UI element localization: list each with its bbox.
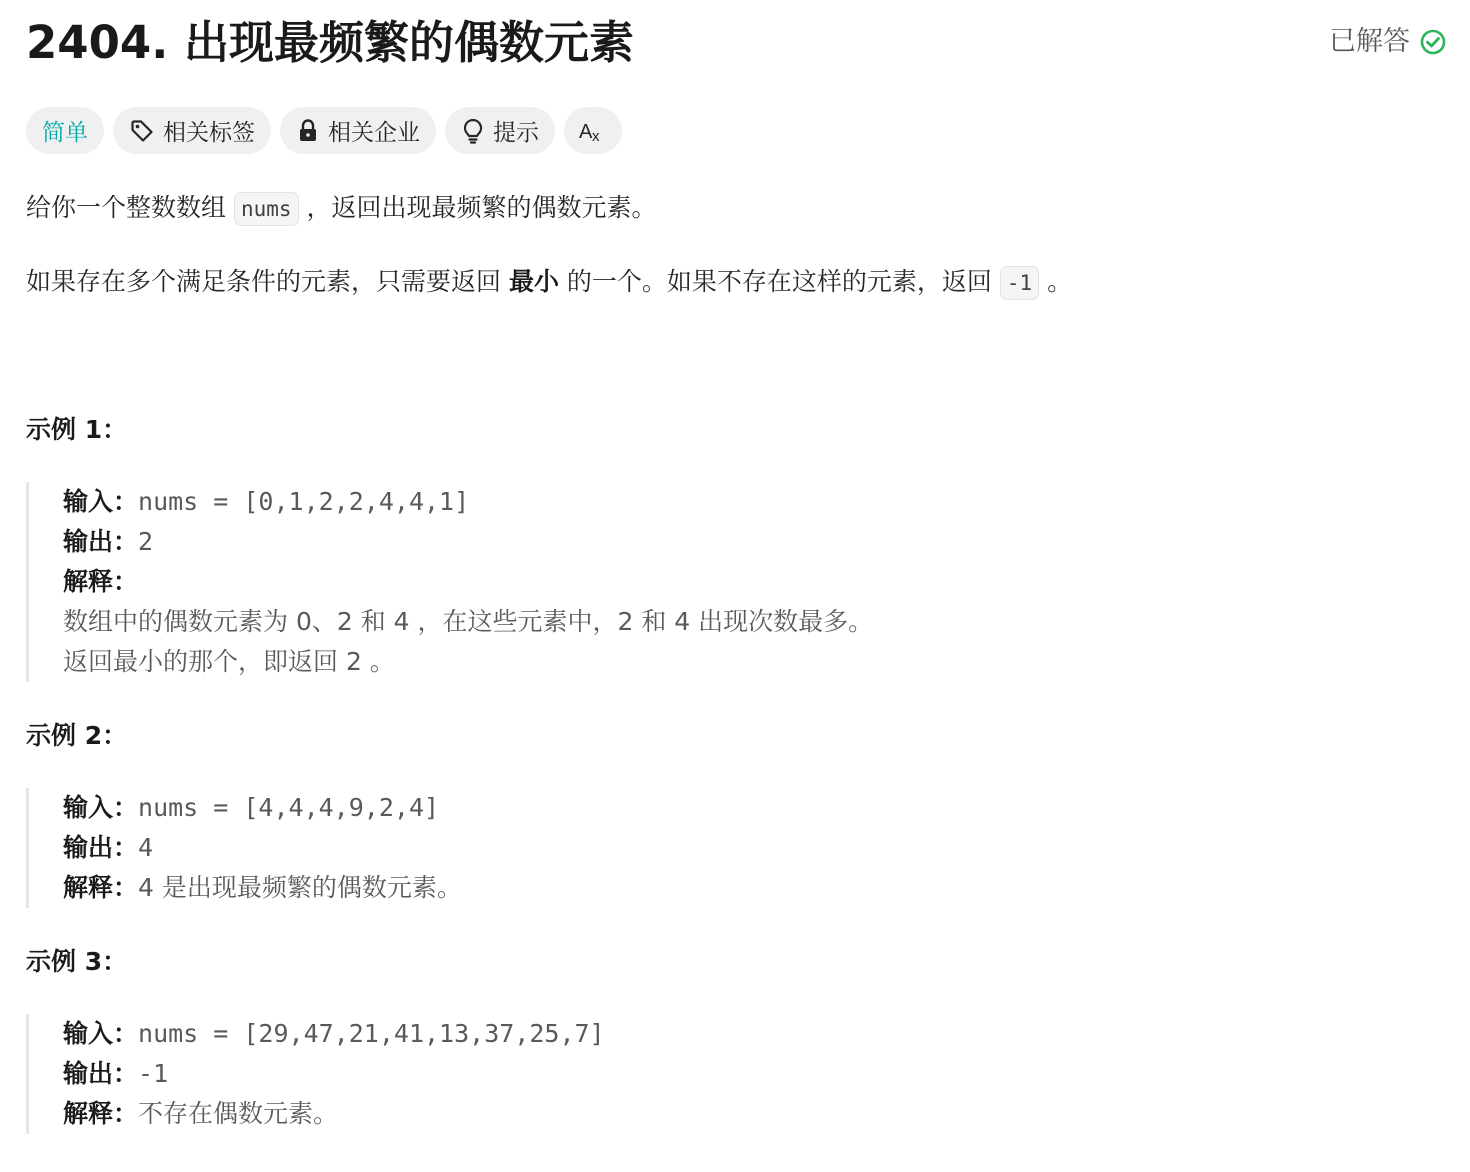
example-output-line — [63, 1054, 1326, 1094]
related-tags-button[interactable] — [113, 107, 271, 154]
tag-icon — [129, 118, 155, 144]
explanation-label: 解释： — [63, 873, 139, 902]
example-2-block — [26, 788, 1326, 908]
input-label: 输入： — [63, 487, 139, 516]
description-text: 。 — [1039, 267, 1073, 296]
solved-status — [1329, 22, 1446, 62]
svg-text:x: x — [592, 127, 600, 145]
output-label: 输出： — [63, 527, 139, 556]
input-label: 输入： — [63, 793, 139, 822]
example-3-title: 示例 3： — [26, 947, 128, 976]
input-label: 输入： — [63, 1019, 139, 1048]
example-explanation-line — [63, 1094, 1326, 1134]
input-value: nums = [29,47,21,41,13,37,25,7] — [138, 1019, 605, 1048]
explanation-label: 解释： — [63, 1099, 139, 1128]
solved-status-label: 已解答 — [1329, 26, 1410, 57]
related-companies-button[interactable] — [280, 107, 436, 154]
lightbulb-icon — [461, 117, 485, 145]
output-label: 输出： — [63, 833, 139, 862]
example-input-line — [63, 1014, 1326, 1054]
description-paragraph-1 — [26, 188, 1446, 229]
output-label: 输出： — [63, 1059, 139, 1088]
problem-tags-row — [26, 107, 622, 154]
check-circle-icon — [1420, 29, 1446, 55]
explanation-text: 数组中的偶数元素为 0、2 和 4 ，在这些元素中，2 和 4 出现次数最多。 — [63, 607, 874, 636]
example-input-line — [63, 482, 1326, 522]
example-2-title: 示例 2： — [26, 721, 128, 750]
inline-code-nums: nums — [234, 192, 299, 226]
related-tags-label: 相关标签 — [163, 120, 255, 146]
description-text: 给你一个整数数组 — [26, 193, 234, 222]
output-value: 4 — [138, 833, 154, 862]
description-text: 如果存在多个满足条件的元素，只需要返回 — [26, 267, 509, 296]
inline-code-minus-one: -1 — [1000, 266, 1039, 300]
lock-icon — [296, 118, 320, 144]
hint-label: 提示 — [493, 120, 539, 146]
explanation-text: 不存在偶数元素。 — [138, 1099, 339, 1128]
translate-button[interactable] — [564, 107, 622, 154]
explanation-label: 解释： — [63, 567, 139, 596]
description-paragraph-2 — [26, 262, 1446, 303]
output-value: -1 — [138, 1059, 169, 1088]
explanation-text: 返回最小的那个，即返回 2 。 — [63, 647, 395, 676]
example-explanation-line — [63, 562, 1326, 602]
difficulty-badge — [26, 107, 104, 154]
input-value: nums = [4,4,4,9,2,4] — [138, 793, 440, 822]
related-companies-label: 相关企业 — [328, 120, 420, 146]
svg-text:A: A — [579, 120, 593, 143]
example-1-title: 示例 1： — [26, 415, 128, 444]
example-explanation-line — [63, 868, 1326, 908]
description-text: ，返回出现最频繁的偶数元素。 — [298, 193, 657, 222]
bold-text: 最小 — [508, 267, 559, 296]
explanation-text: 4 是出现最频繁的偶数元素。 — [138, 873, 462, 902]
translate-icon — [578, 117, 608, 145]
output-value: 2 — [138, 527, 154, 556]
example-1-block — [26, 482, 1326, 682]
example-input-line — [63, 788, 1326, 828]
input-value: nums = [0,1,2,2,4,4,1] — [138, 487, 470, 516]
problem-title[interactable]: 2404. 出现最频繁的偶数元素 — [26, 16, 635, 69]
problem-description — [26, 0, 1446, 1128]
example-output-line — [63, 828, 1326, 868]
example-3-block — [26, 1014, 1326, 1134]
problem-header — [26, 0, 1446, 96]
hint-button[interactable] — [445, 107, 555, 154]
difficulty-label: 简单 — [42, 120, 88, 146]
example-output-line — [63, 522, 1326, 562]
description-text: 的一个。如果不存在这样的元素，返回 — [558, 267, 1000, 296]
